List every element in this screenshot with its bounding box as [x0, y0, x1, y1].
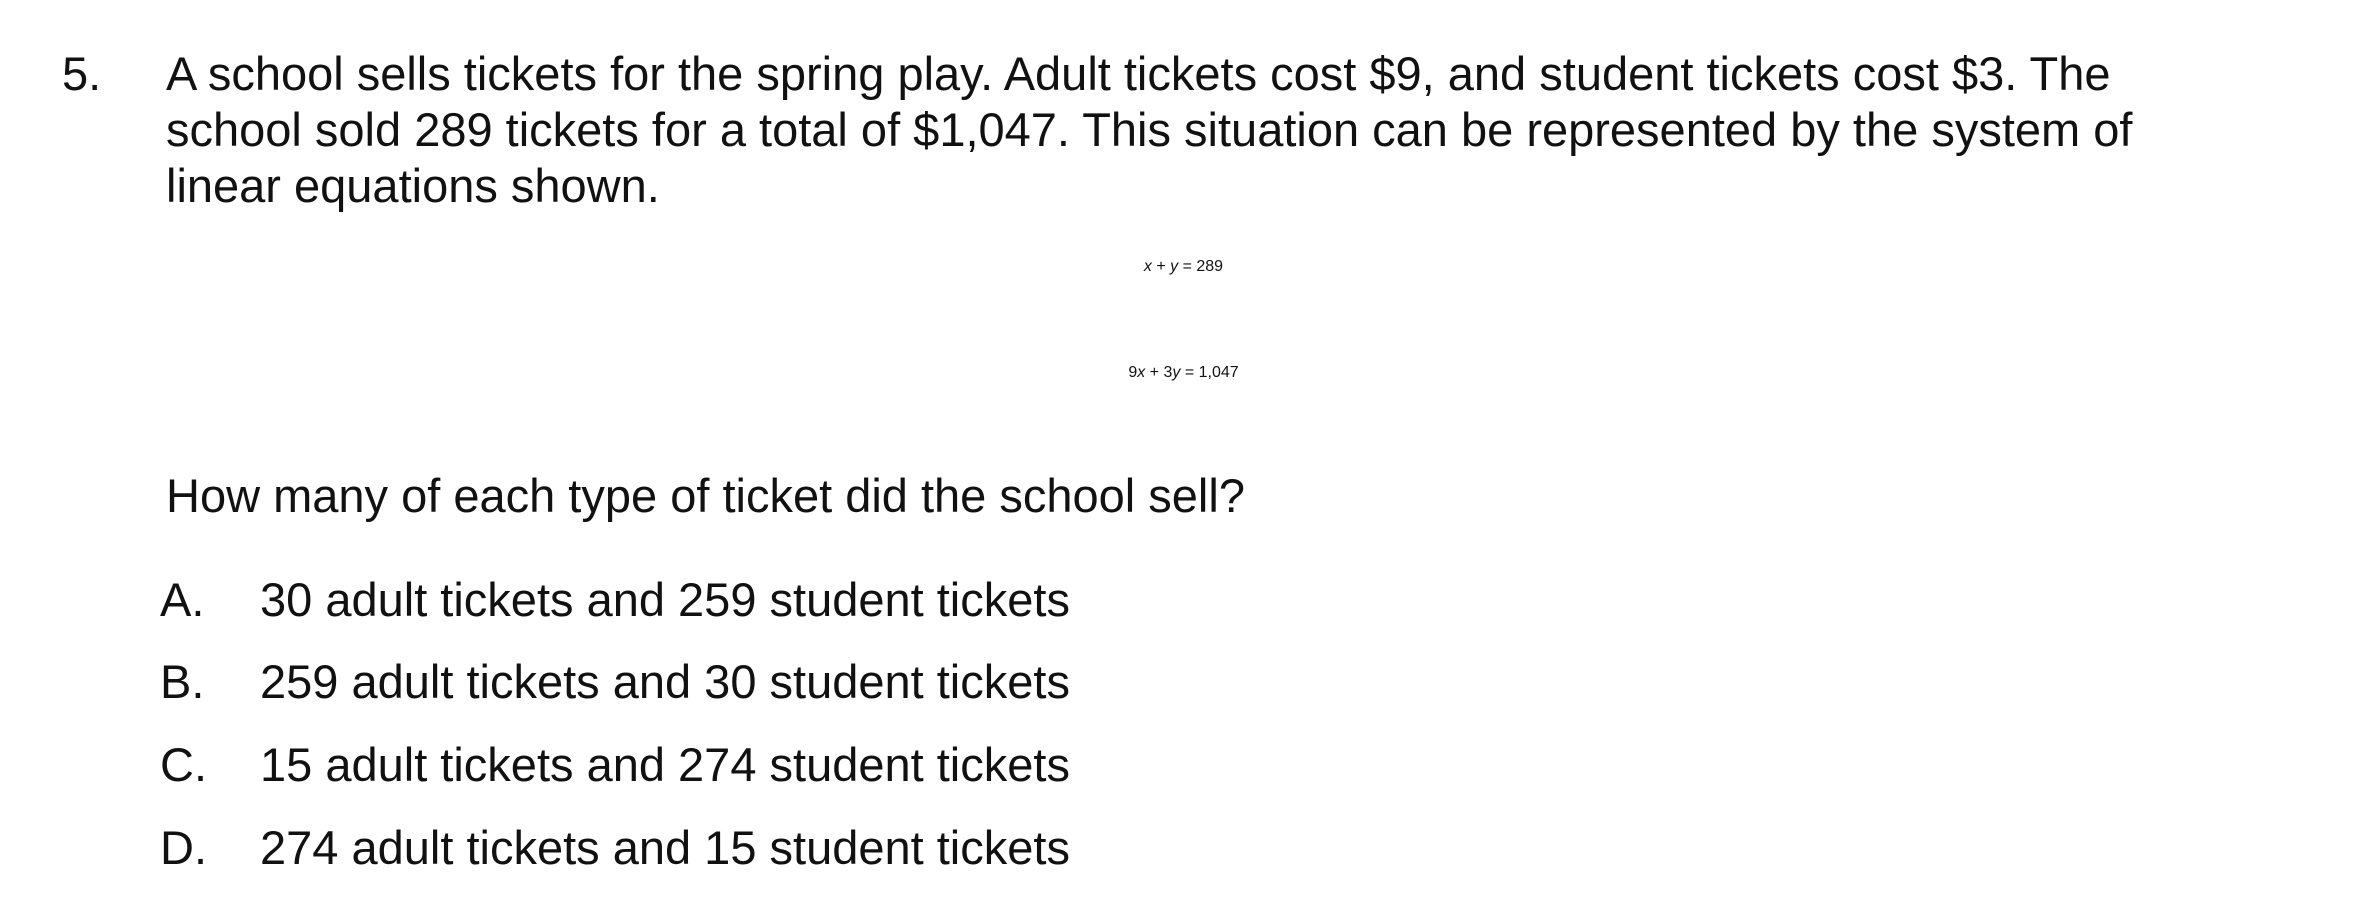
choice-c[interactable]: [160, 737, 1070, 792]
choice-text: 259 adult tickets and 30 student tickets: [260, 655, 1070, 708]
equation-variable-y: y: [1172, 364, 1181, 381]
equation-operator: +: [1145, 364, 1164, 381]
equation-variable-x: x: [1143, 258, 1152, 275]
choice-letter: D.: [160, 821, 207, 874]
equation-1: [0, 258, 2367, 276]
equation-rhs: = 289: [1178, 258, 1224, 275]
stem-line: school sold 289 tickets for a total of $1,047. This situation can be represented by the system of: [166, 103, 2133, 156]
choice-text: 15 adult tickets and 274 student tickets: [260, 738, 1070, 791]
question-stem: [166, 46, 2316, 214]
equation-rhs: = 1,047: [1180, 364, 1239, 381]
stem-line: linear equations shown.: [166, 159, 660, 212]
question-prompt: How many of each type of ticket did the school sell?: [166, 469, 1245, 522]
choice-text: 30 adult tickets and 259 student tickets: [260, 573, 1070, 626]
equation-variable-y: y: [1170, 258, 1179, 275]
choice-text: 274 adult tickets and 15 student tickets: [260, 821, 1070, 874]
choice-d[interactable]: [160, 820, 1070, 875]
choice-b[interactable]: [160, 654, 1070, 709]
choice-letter: A.: [160, 573, 205, 626]
equation-variable-x: x: [1137, 364, 1146, 381]
equation-coefficient: 3: [1163, 364, 1173, 381]
equation-operator: +: [1151, 258, 1171, 275]
stem-line: A school sells tickets for the spring play. Adult tickets cost $9, and student tickets cost $3. The: [166, 47, 2111, 100]
choice-letter: C.: [160, 738, 207, 791]
question-number: 5.: [62, 47, 102, 100]
choice-letter: B.: [160, 655, 205, 708]
choice-a[interactable]: [160, 572, 1070, 627]
equation-coefficient: 9: [1128, 364, 1138, 381]
equation-2: [0, 364, 2367, 382]
